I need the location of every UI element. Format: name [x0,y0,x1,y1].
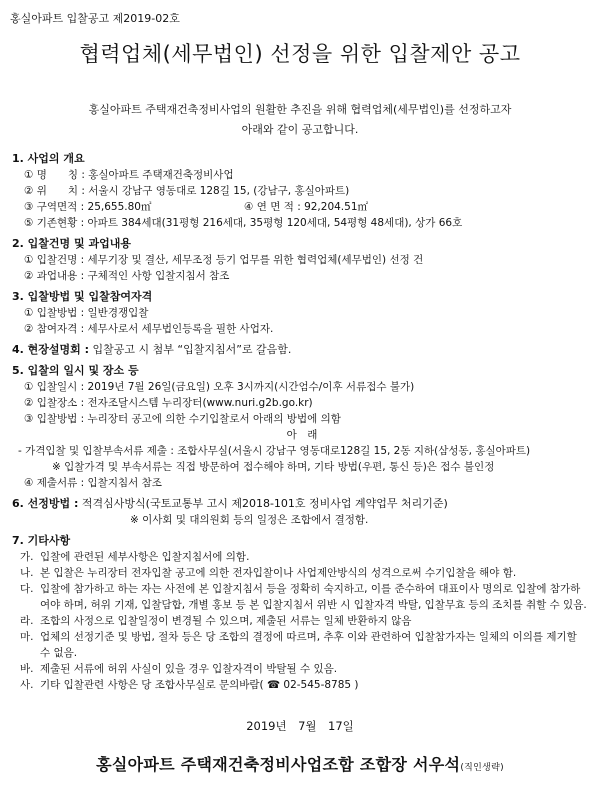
project-name: ① 명 칭 : 홍실아파트 주택재건축정비사업 [24,169,234,181]
signer-name: 홍실아파트 주택재건축정비사업조합 조합장 서우석 [96,755,461,774]
list-item-text: 입찰에 관련된 세부사항은 입찰지침서에 의함. [40,551,250,563]
list-item [12,613,592,629]
section-1-heading: 1. 사업의 개요 [12,152,85,165]
project-location: ② 위 치 : 서울시 강남구 영동대로 128길 15, (강남구, 홍실아파트) [24,185,350,197]
bid-subject: ① 입찰건명 : 세무기장 및 결산, 세무조정 등기 업무를 위한 협력업체(세무법인) 선정 건 [24,254,424,266]
notice-number: 홍실아파트 입찰공고 제2019-02호 [10,12,180,25]
intro-line-1: 홍실아파트 주택재건축정비사업의 원활한 추진을 위해 협력업체(세무법인)를 선정하고자 [88,103,512,116]
section-5-heading: 5. 입찰의 일시 및 장소 등 [12,364,139,377]
intro-line-2: 아래와 같이 공고합니다. [241,123,359,136]
section-6-heading: 6. 선정방법 : [12,497,79,510]
list-item [12,565,592,581]
list-item [12,549,592,565]
intro [0,100,600,140]
list-item-mark: 라. [20,615,34,627]
section-6-text: 적격심사방식(국토교통부 고시 제2018-101호 정비사업 계약업무 처리기준) [78,497,448,510]
list-item-mark: 마. [20,631,34,643]
other-items-list [12,549,592,693]
price-submission: - 가격입찰 및 입찰부속서류 제출 : 조합사무실(서울시 강남구 영동대로128길 15, 2동 지하(삼성동, 홍실아파트) [18,445,531,457]
floor-area: ④ 연 면 적 : 92,204.51㎡ [244,201,369,213]
required-documents: ④ 제출서류 : 입찰지침서 참조 [24,477,162,489]
list-item-mark: 나. [20,567,34,579]
submission-note: ※ 입찰가격 및 부속서류는 직접 방문하여 접수해야 하며, 기타 방법(우편, 통신 등)은 접수 불인정 [52,461,495,473]
section-4-heading: 4. 현장설명회 : [12,343,90,356]
list-item-mark: 사. [20,679,34,691]
bid-procedure: ③ 입찰방법 : 누리장터 공고에 의한 수기입찰로서 아래의 방법에 의함 [24,413,341,425]
list-item [12,629,592,661]
list-item [12,581,592,613]
list-item-text: 제출된 서류에 허위 사실이 있을 경우 입찰자격이 박탈될 수 있음. [40,663,338,675]
seal-omitted: (직인생략) [460,763,504,773]
list-item [12,661,592,677]
list-item-text: 조합의 사정으로 입찰일정이 변경될 수 있으며, 제출된 서류는 일체 반환하지 않음 [40,615,412,627]
signer [0,752,600,775]
section-4-text: 입찰공고 시 첨부 “입찰지침서”로 갈음함. [89,343,292,356]
notice-body [12,150,592,693]
list-item-text: 입찰에 참가하고 하는 자는 사전에 본 입찰지침서 등을 정확히 숙지하고, 이를 준수하여 대표이사 명의로 입찰에 참가하여야 하며, 허위 기재, 입찰담합, 개별 홍보 등 본 입찰지침서 위반 시 입찰자격 박탈, 입찰무효 등의 조치를 취할 수 있음. [40,583,587,611]
list-item-text: 업체의 선정기준 및 방법, 절차 등은 당 조합의 결정에 따르며, 추후 이와 관련하여 입찰참가자는 일체의 이의를 제기할 수 없음. [40,631,577,659]
section-3-heading: 3. 입찰방법 및 입찰참여자격 [12,290,153,303]
section-2-heading: 2. 입찰건명 및 과업내용 [12,237,131,250]
notice-date: 2019년 7월 17일 [246,719,354,733]
list-item-text: 기타 입찰관련 사항은 당 조합사무실로 문의바람( ☎ 02-545-8785 ) [40,679,359,691]
existing-status: ⑤ 기존현황 : 아파트 384세대(31평형 216세대, 35평형 120세대, 54평형 48세대), 상가 66호 [24,217,463,229]
site-area: ③ 구역면적 : 25,655.80㎡ [24,201,152,213]
page-title: 협력업체(세무법인) 선정을 위한 입찰제안 공고 [79,42,521,66]
list-item-text: 본 입찰은 누리장터 전자입찰 공고에 의한 전자입찰이나 사업제안방식의 성격으로써 수기입찰을 해야 함. [40,567,517,579]
section-4 [12,341,592,358]
qualification: ② 참여자격 : 세무사로서 세무법인등록을 필한 사업자. [24,323,274,335]
list-item-mark: 바. [20,663,34,675]
list-item [12,677,592,693]
bid-date: ① 입찰일시 : 2019년 7월 26일(금요일) 오후 3시까지(시간엄수/이후 서류접수 불가) [24,381,415,393]
selection-note: ※ 이사회 및 대의원회 등의 일정은 조합에서 결정함. [130,514,369,526]
task-scope: ② 과업내용 : 구체적인 사항 입찰지침서 참조 [24,270,230,282]
area-row [12,199,592,215]
bid-method: ① 입찰방법 : 일반경쟁입찰 [24,307,149,319]
bid-place: ② 입찰장소 : 전자조달시스템 누리장터(www.nuri.g2b.go.kr) [24,397,313,409]
list-item-mark: 가. [20,551,34,563]
section-6 [12,495,592,512]
section-7-heading: 7. 기타사항 [12,534,71,547]
below-marker: 아 래 [286,429,318,441]
list-item-mark: 다. [20,583,34,595]
